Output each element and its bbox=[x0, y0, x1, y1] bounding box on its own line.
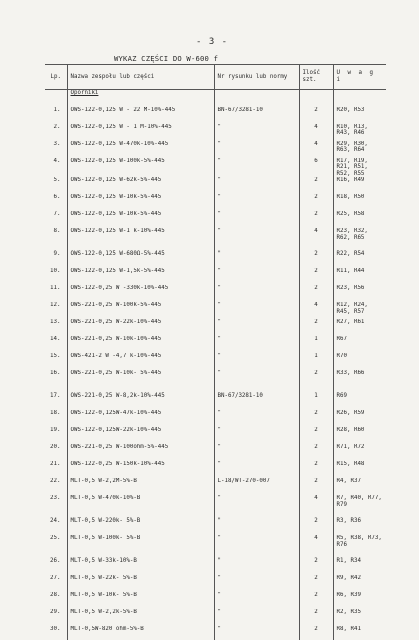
table-row bbox=[45, 512, 386, 535]
row-quantity: 2 bbox=[299, 552, 333, 575]
row-drawing-number: " bbox=[214, 228, 299, 245]
row-notes: R70 bbox=[333, 353, 386, 370]
row-lp: 3. bbox=[53, 141, 61, 147]
table-row bbox=[45, 228, 386, 245]
row-lp: 12. bbox=[50, 302, 61, 309]
row-drawing-number: " bbox=[214, 211, 299, 228]
row-notes: R2, R35 bbox=[333, 609, 386, 626]
table-row bbox=[45, 387, 386, 410]
row-quantity: 2 bbox=[299, 427, 333, 444]
table-row bbox=[45, 107, 386, 124]
table-row bbox=[45, 141, 386, 158]
table-row bbox=[45, 336, 386, 353]
table-header-row bbox=[45, 65, 386, 90]
table-row bbox=[45, 444, 386, 461]
row-notes: R4, R37 bbox=[333, 478, 386, 495]
row-quantity: 1 bbox=[299, 387, 333, 410]
table-row bbox=[45, 268, 386, 285]
table-row bbox=[45, 461, 386, 478]
row-drawing-number: " bbox=[214, 444, 299, 461]
table-row bbox=[45, 626, 386, 640]
table-row bbox=[45, 370, 386, 387]
row-part-name: MLT-0,5 W-470k-10%-B bbox=[67, 495, 214, 512]
row-quantity: 2 bbox=[299, 609, 333, 626]
row-notes: R6, R39 bbox=[333, 592, 386, 609]
row-part-name: OWS-122-0,125W-47k-10%-445 bbox=[67, 410, 214, 427]
row-quantity: 2 bbox=[299, 268, 333, 285]
row-part-name: MLT-0,5 W-33k-10%-B bbox=[67, 552, 214, 575]
row-drawing-number: " bbox=[214, 285, 299, 302]
row-quantity: 1 bbox=[299, 336, 333, 353]
row-notes: R27, R61 bbox=[333, 319, 386, 336]
row-part-name: MLT-0,5W-820 ohm-5%-B bbox=[67, 626, 214, 640]
row-drawing-number: " bbox=[214, 245, 299, 268]
row-quantity: 2 bbox=[299, 107, 333, 124]
row-drawing-number: " bbox=[214, 177, 299, 194]
section-row bbox=[45, 90, 386, 108]
row-quantity: 4 bbox=[299, 141, 333, 158]
row-lp: 19. bbox=[50, 427, 61, 434]
row-quantity: 2 bbox=[299, 592, 333, 609]
row-drawing-number: " bbox=[214, 124, 299, 141]
row-lp: 15. bbox=[50, 353, 61, 360]
row-part-name: OWS-221-0,25 W-10k- 5%-445 bbox=[67, 370, 214, 387]
header-notes: U w a g i bbox=[333, 65, 386, 90]
row-notes: R29, R30, R63, R64 bbox=[333, 141, 386, 158]
row-drawing-number: " bbox=[214, 194, 299, 211]
row-quantity: 4 bbox=[299, 535, 333, 552]
row-part-name: OWS-221-0,25 W-8,2k-10%-445 bbox=[67, 387, 214, 410]
row-quantity: 4 bbox=[299, 302, 333, 319]
table-row bbox=[45, 592, 386, 609]
row-drawing-number: " bbox=[214, 427, 299, 444]
row-drawing-number: " bbox=[214, 495, 299, 512]
row-notes: R5, R38, R73, R76 bbox=[333, 535, 386, 552]
row-drawing-number: " bbox=[214, 609, 299, 626]
row-drawing-number: " bbox=[214, 535, 299, 552]
row-lp: 17. bbox=[50, 393, 61, 400]
table-row bbox=[45, 124, 386, 141]
row-lp: 18. bbox=[50, 410, 61, 417]
row-lp: 26. bbox=[50, 558, 61, 565]
table-row bbox=[45, 427, 386, 444]
row-quantity: 2 bbox=[299, 194, 333, 211]
row-lp: 23. bbox=[50, 495, 61, 502]
row-part-name: OWS-421-2 W -4,7 k-10%-445 bbox=[67, 353, 214, 370]
row-drawing-number: " bbox=[214, 575, 299, 592]
row-notes: R26, R59 bbox=[333, 410, 386, 427]
table-row bbox=[45, 535, 386, 552]
row-part-name: OWS-122-0,25 W-150k-10%-445 bbox=[67, 461, 214, 478]
row-lp: 2. bbox=[53, 124, 61, 130]
row-drawing-number: " bbox=[214, 268, 299, 285]
row-notes: R33, R66 bbox=[333, 370, 386, 387]
row-part-name: MLT-0,5 W-100k- 5%-B bbox=[67, 535, 214, 552]
page-number: - 3 - bbox=[196, 37, 229, 47]
row-notes: R11, R44 bbox=[333, 268, 386, 285]
row-notes: R7, R40, R77, R79 bbox=[333, 495, 386, 512]
row-part-name: OWS-122-0,125 W-62k-5%-445 bbox=[67, 177, 214, 194]
table-row bbox=[45, 575, 386, 592]
row-part-name: OWS-122-0,125 W-1,5k-5%-445 bbox=[67, 268, 214, 285]
row-notes: R15, R48 bbox=[333, 461, 386, 478]
row-part-name: OWS-122-0,125 W-1 k-10%-445 bbox=[67, 228, 214, 245]
table-row bbox=[45, 211, 386, 228]
row-drawing-number: " bbox=[214, 319, 299, 336]
row-lp: 14. bbox=[50, 336, 61, 343]
table-row bbox=[45, 158, 386, 177]
row-quantity: 4 bbox=[299, 228, 333, 245]
row-drawing-number: " bbox=[214, 461, 299, 478]
row-drawing-number: BN-67/3281-10 bbox=[214, 107, 299, 124]
document-title: WYKAZ CZĘŚCI DO W-600 f bbox=[114, 54, 219, 63]
row-part-name: OWS-221-0,25 W-100ohm-5%-445 bbox=[67, 444, 214, 461]
row-quantity: 2 bbox=[299, 512, 333, 535]
row-quantity: 4 bbox=[299, 124, 333, 141]
row-lp: 13. bbox=[50, 319, 61, 326]
row-notes: R3, R36 bbox=[333, 512, 386, 535]
row-lp: 9. bbox=[53, 251, 61, 258]
row-notes: R23, R32, R62, R65 bbox=[333, 228, 386, 245]
row-notes: R71, R72 bbox=[333, 444, 386, 461]
row-part-name: OWS-122-0,125 W - 1 M-10%-445 bbox=[67, 124, 214, 141]
row-lp: 24. bbox=[50, 518, 61, 525]
row-part-name: MLT-0,5 W-10k- 5%-B bbox=[67, 592, 214, 609]
table-row bbox=[45, 245, 386, 268]
header-lp: Lp. bbox=[45, 65, 67, 90]
row-lp: 1. bbox=[53, 107, 61, 113]
row-part-name: OWS-122-0,125 W-680Ω-5%-445 bbox=[67, 245, 214, 268]
row-part-name: MLT-0,5 W-22k- 5%-B bbox=[67, 575, 214, 592]
row-lp: 7. bbox=[53, 211, 61, 218]
row-lp: 16. bbox=[50, 370, 61, 377]
row-quantity: 2 bbox=[299, 370, 333, 387]
row-part-name: OWS-122-0,125W-22k-10%-445 bbox=[67, 427, 214, 444]
row-lp: 5. bbox=[53, 177, 61, 184]
row-notes: R22, R54 bbox=[333, 245, 386, 268]
row-lp: 27. bbox=[50, 575, 61, 582]
parts-table bbox=[45, 64, 386, 640]
row-quantity: 2 bbox=[299, 211, 333, 228]
row-part-name: MLT-0,5 W-2,2M-5%-B bbox=[67, 478, 214, 495]
row-lp: 4. bbox=[53, 158, 61, 164]
row-lp: 25. bbox=[50, 535, 61, 542]
row-drawing-number: " bbox=[214, 410, 299, 427]
row-notes: R67 bbox=[333, 336, 386, 353]
row-drawing-number: " bbox=[214, 552, 299, 575]
row-drawing-number: " bbox=[214, 512, 299, 535]
table-row bbox=[45, 285, 386, 302]
table-row bbox=[45, 410, 386, 427]
row-drawing-number: " bbox=[214, 353, 299, 370]
row-lp: 22. bbox=[50, 478, 61, 485]
row-part-name: OWS-122-0,25 W -330k-10%-445 bbox=[67, 285, 214, 302]
table-row bbox=[45, 302, 386, 319]
table-row bbox=[45, 353, 386, 370]
row-drawing-number: BN-67/3281-10 bbox=[214, 387, 299, 410]
row-notes: R1, R34 bbox=[333, 552, 386, 575]
table-row bbox=[45, 609, 386, 626]
header-qty: Ilość szt. bbox=[299, 65, 333, 90]
row-notes: R9, R42 bbox=[333, 575, 386, 592]
row-quantity: 2 bbox=[299, 285, 333, 302]
row-drawing-number: " bbox=[214, 336, 299, 353]
row-drawing-number: " bbox=[214, 158, 299, 177]
row-notes: R17, R19, R21, R51, R52, R55 bbox=[333, 158, 386, 177]
header-drawing: Nr rysunku lub normy bbox=[214, 65, 299, 90]
row-lp: 10. bbox=[50, 268, 61, 275]
row-part-name: OWS-122-0,125 W-100k-5%-445 bbox=[67, 158, 214, 177]
row-notes: R10, R13, R43, R46 bbox=[333, 124, 386, 141]
row-notes: R20, R53 bbox=[333, 107, 386, 124]
table-row bbox=[45, 177, 386, 194]
header-name: Nazwa zespołu lub części bbox=[67, 65, 214, 90]
row-part-name: OWS-221-0,25 W-10k-10%-445 bbox=[67, 336, 214, 353]
row-part-name: OWS-122-0,125 W-10k-5%-445 bbox=[67, 211, 214, 228]
row-quantity: 2 bbox=[299, 319, 333, 336]
row-drawing-number: " bbox=[214, 370, 299, 387]
row-quantity: 2 bbox=[299, 177, 333, 194]
row-quantity: 2 bbox=[299, 245, 333, 268]
table-row bbox=[45, 319, 386, 336]
table-row bbox=[45, 478, 386, 495]
row-lp: 11. bbox=[50, 285, 61, 292]
row-notes: R23, R56 bbox=[333, 285, 386, 302]
row-lp: 8. bbox=[53, 228, 61, 235]
row-quantity: 2 bbox=[299, 444, 333, 461]
row-drawing-number: " bbox=[214, 626, 299, 640]
row-quantity: 6 bbox=[299, 158, 333, 177]
row-lp: 20. bbox=[50, 444, 61, 451]
row-lp: 29. bbox=[50, 609, 61, 616]
row-notes: R18, R50 bbox=[333, 194, 386, 211]
row-drawing-number: L-18/WT-270-007 bbox=[214, 478, 299, 495]
row-quantity: 4 bbox=[299, 495, 333, 512]
row-part-name: OWS-221-0,25 W-100k-5%-445 bbox=[67, 302, 214, 319]
row-quantity: 2 bbox=[299, 478, 333, 495]
row-quantity: 2 bbox=[299, 410, 333, 427]
row-notes: R28, R60 bbox=[333, 427, 386, 444]
row-drawing-number: " bbox=[214, 302, 299, 319]
row-drawing-number: " bbox=[214, 592, 299, 609]
row-lp: 21. bbox=[50, 461, 61, 468]
row-notes: R25, R58 bbox=[333, 211, 386, 228]
row-part-name: OWS-122-0,125 W - 22 M-10%-445 bbox=[67, 107, 214, 124]
row-quantity: 2 bbox=[299, 575, 333, 592]
table-row bbox=[45, 495, 386, 512]
section-title: Oporniki bbox=[70, 90, 99, 96]
row-notes: R16, R49 bbox=[333, 177, 386, 194]
row-part-name: MLT-0,5 W-2,2k-5%-B bbox=[67, 609, 214, 626]
row-lp: 28. bbox=[50, 592, 61, 599]
row-quantity: 2 bbox=[299, 626, 333, 640]
table-row bbox=[45, 194, 386, 211]
row-lp: 30. bbox=[50, 626, 61, 633]
row-part-name: OWS-221-0,25 W-22k-10%-445 bbox=[67, 319, 214, 336]
row-lp: 6. bbox=[53, 194, 61, 201]
row-part-name: OWS-122-0,125 W-10k-5%-445 bbox=[67, 194, 214, 211]
row-quantity: 2 bbox=[299, 461, 333, 478]
row-quantity: 1 bbox=[299, 353, 333, 370]
row-notes: R69 bbox=[333, 387, 386, 410]
table-row bbox=[45, 552, 386, 575]
row-notes: R12, R24, R45, R57 bbox=[333, 302, 386, 319]
row-part-name: OWS-122-0,125 W-470k-10%-445 bbox=[67, 141, 214, 158]
row-notes: R8, R41 bbox=[333, 626, 386, 640]
row-drawing-number: " bbox=[214, 141, 299, 158]
row-part-name: MLT-0,5 W-220k- 5%-B bbox=[67, 512, 214, 535]
